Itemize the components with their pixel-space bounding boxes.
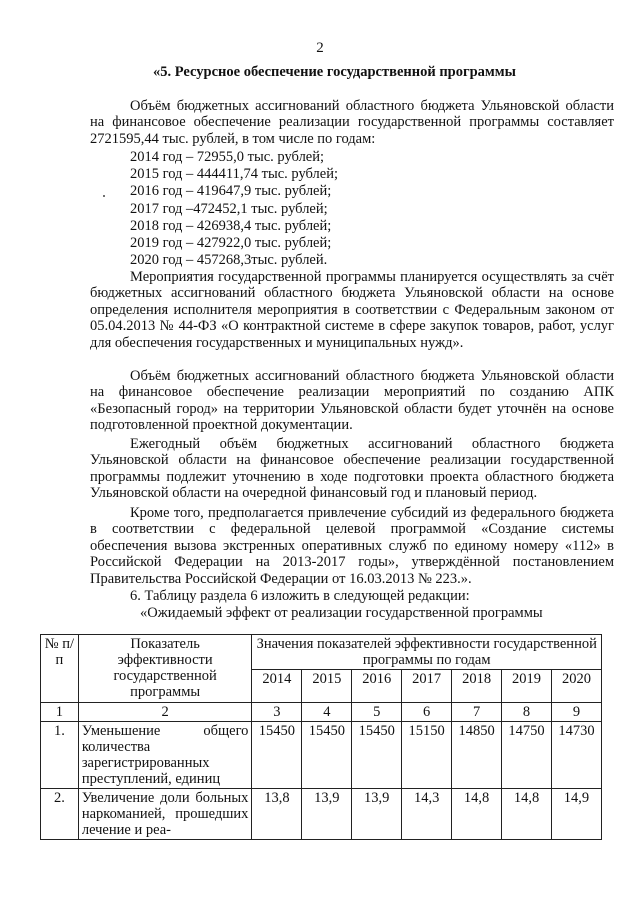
table-row bbox=[41, 789, 602, 840]
paragraph-subsidies: Кроме того, предполагается привлечение субсидий из федерального бюджета в соответствии с федеральной целевой программой «Создание системы обеспечения вызова экстренных оперативных служб по единому номеру «112» в Российской Федерации на 2013-2017 годы», утверждённой постановлением Правительства Российской Федерации от 16.03.2013 № 223.». bbox=[90, 505, 614, 587]
row-value: 13,8 bbox=[252, 789, 302, 840]
column-number: 7 bbox=[452, 703, 502, 722]
row-value: 15450 bbox=[252, 722, 302, 789]
years-list bbox=[130, 149, 338, 269]
row-value: 15450 bbox=[302, 722, 352, 789]
column-number: 2 bbox=[78, 703, 252, 722]
section-title: «5. Ресурсное обеспечение государственной программы bbox=[153, 64, 516, 80]
row-value: 14,8 bbox=[452, 789, 502, 840]
header-year: 2020 bbox=[551, 670, 601, 703]
row-num: 1. bbox=[41, 722, 79, 789]
header-num: № п/п bbox=[41, 635, 79, 703]
year-line: 2015 год – 444411,74 тыс. рублей; bbox=[130, 166, 338, 183]
paragraph-table-intro: 6. Таблицу раздела 6 изложить в следующей редакции: bbox=[130, 588, 470, 604]
column-number: 5 bbox=[352, 703, 402, 722]
row-num: 2. bbox=[41, 789, 79, 840]
column-number: 6 bbox=[402, 703, 452, 722]
column-number: 8 bbox=[502, 703, 552, 722]
header-values: Значения показателей эффективности государственной программы по годам bbox=[252, 635, 602, 670]
header-year: 2018 bbox=[452, 670, 502, 703]
year-line: 2020 год – 457268,3тыс. рублей. bbox=[130, 252, 328, 269]
column-number: 9 bbox=[551, 703, 601, 722]
row-value: 13,9 bbox=[302, 789, 352, 840]
row-value: 14730 bbox=[551, 722, 601, 789]
header-year: 2019 bbox=[502, 670, 552, 703]
scan-dot bbox=[103, 195, 105, 197]
paragraph-annual: Ежегодный объём бюджетных ассигнований областного бюджета Ульяновской области на финансовое обеспечение реализации государственной программы подлежит уточнению в ходе подготовки проекта областного бюджета Ульяновской области на очередной финансовый год и плановый период. bbox=[90, 436, 614, 502]
row-value: 14850 bbox=[452, 722, 502, 789]
header-year: 2016 bbox=[352, 670, 402, 703]
year-line: 2014 год – 72955,0 тыс. рублей; bbox=[130, 149, 325, 165]
row-value: 14,9 bbox=[551, 789, 601, 840]
year-line: 2018 год – 426938,4 тыс. рублей; bbox=[130, 217, 332, 234]
table-header-row bbox=[41, 635, 602, 670]
row-indicator: Увеличение доли больных наркоманией, прошедших лечение и реа- bbox=[78, 789, 252, 840]
row-indicator: Уменьшение общего количества зарегистрированных преступлений, единиц bbox=[78, 722, 252, 789]
table-row bbox=[41, 722, 602, 789]
page-number: 2 bbox=[316, 40, 324, 56]
paragraph-budget: Объём бюджетных ассигнований областного бюджета Ульяновской области на финансовое обеспечение реализации государственной программы составляет 2721595,44 тыс. рублей, в том числе по годам: bbox=[90, 98, 614, 147]
row-value: 14,8 bbox=[502, 789, 552, 840]
header-year: 2015 bbox=[302, 670, 352, 703]
row-value: 13,9 bbox=[352, 789, 402, 840]
row-value: 15450 bbox=[352, 722, 402, 789]
paragraph-events: Мероприятия государственной программы планируется осуществлять за счёт бюджетных ассигнований областного бюджета Ульяновской области на основе определения исполнителя мероприятия в соответствии с Федеральным законом от 05.04.2013 № 44-ФЗ «О контрактной системе в сфере закупок товаров, работ, услуг для обеспечения государственных и муниципальных нужд». bbox=[90, 269, 614, 351]
column-number: 3 bbox=[252, 703, 302, 722]
column-number: 4 bbox=[302, 703, 352, 722]
header-indicator: Показатель эффективности государственной программы bbox=[78, 635, 252, 703]
year-line: 2016 год – 419647,9 тыс. рублей; bbox=[130, 183, 332, 200]
paragraph-apk: Объём бюджетных ассигнований областного бюджета Ульяновской области на финансовое обеспечение реализации мероприятий по созданию АПК «Безопасный город» на территории Ульяновской области будет уточнён на основе подготовленной проектной документации. bbox=[90, 368, 614, 434]
row-value: 14750 bbox=[502, 722, 552, 789]
year-line: 2019 год – 427922,0 тыс. рублей; bbox=[130, 235, 332, 252]
table-title: «Ожидаемый эффект от реализации государственной программы bbox=[140, 605, 543, 621]
row-value: 15150 bbox=[402, 722, 452, 789]
header-year: 2017 bbox=[402, 670, 452, 703]
effectiveness-table bbox=[40, 634, 602, 840]
header-year: 2014 bbox=[252, 670, 302, 703]
row-value: 14,3 bbox=[402, 789, 452, 840]
column-number: 1 bbox=[41, 703, 79, 722]
year-line: 2017 год –472452,1 тыс. рублей; bbox=[130, 200, 328, 217]
table-column-numbers-row bbox=[41, 703, 602, 722]
